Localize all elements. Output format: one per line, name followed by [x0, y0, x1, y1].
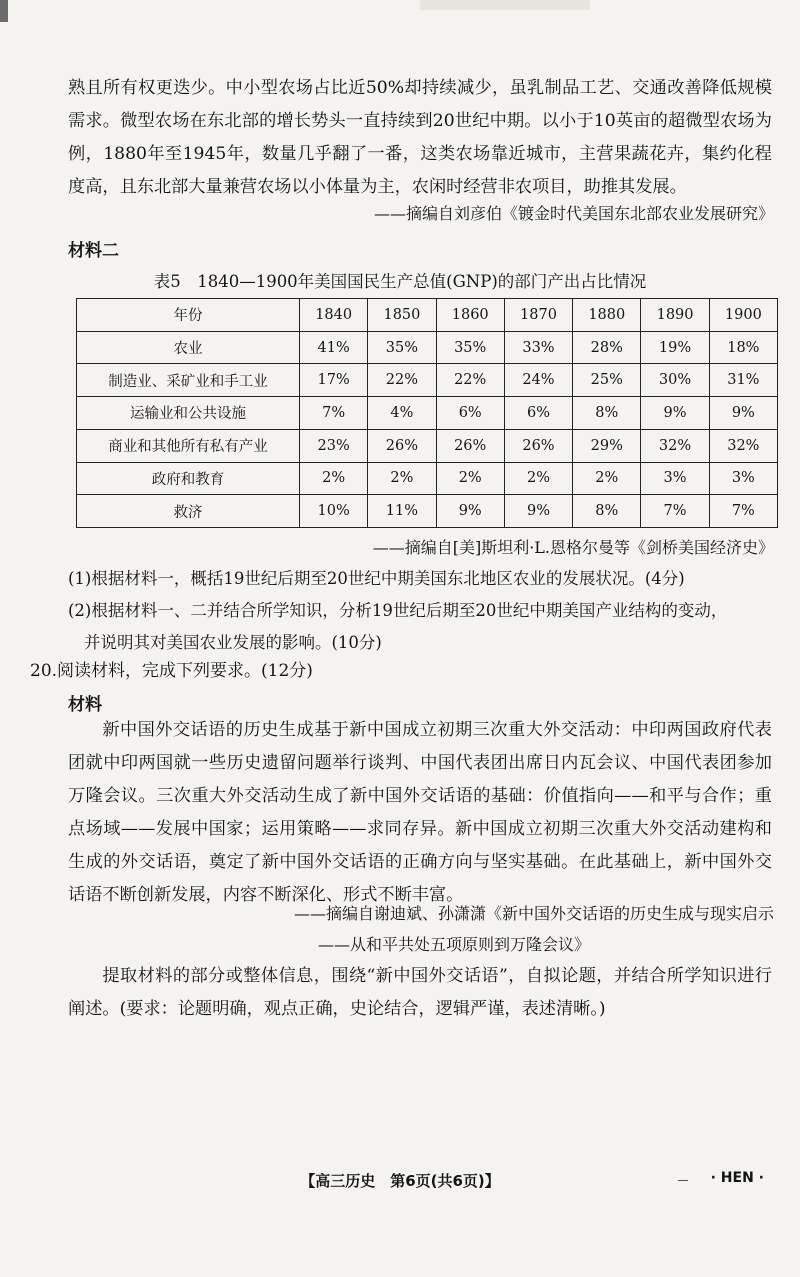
table-cell: 26%	[504, 429, 572, 462]
table-cell: 7%	[709, 495, 777, 528]
table-cell: 24%	[504, 364, 572, 397]
question-19-1: (1)根据材料一，概括19世纪后期至20世纪中期美国东北地区农业的发展状况。(4分)	[68, 569, 685, 588]
table-row	[77, 429, 778, 462]
year-cell: 1840	[300, 299, 368, 332]
year-cell: 1870	[504, 299, 572, 332]
table-cell: 22%	[436, 364, 504, 397]
table-row	[77, 462, 778, 495]
row-label: 运输业和公共设施	[77, 397, 300, 430]
year-cell: 1880	[573, 299, 641, 332]
table-cell: 10%	[300, 495, 368, 528]
table-cell: 23%	[300, 429, 368, 462]
question-20-material-paragraph: 新中国外交话语的历史生成基于新中国成立初期三次重大外交活动：中印两国政府代表团就中印两国就一些历史遗留问题举行谈判、中国代表团出席日内瓦会议、中国代表团参加万隆会议。三次重大外交活动生成了新中国外交话语的基础：价值指向——和平与合作；重点场域——发展中国家；运用策略——求同存异。新中国成立初期三次重大外交活动建构和生成的外交话语，奠定了新中国外交话语的正确方向与坚实基础。在此基础上，新中国外交话语不断创新发展，内容不断深化、形式不断丰富。	[68, 720, 772, 905]
table-cell: 32%	[709, 429, 777, 462]
table-cell: 26%	[436, 429, 504, 462]
table-cell: 29%	[573, 429, 641, 462]
material1-source: ——摘编自刘彦伯《镀金时代美国东北部农业发展研究》	[373, 204, 774, 223]
table-cell: 2%	[300, 462, 368, 495]
table-cell: 22%	[368, 364, 436, 397]
table-cell: 41%	[300, 331, 368, 364]
table-cell: 17%	[300, 364, 368, 397]
year-cell: 1860	[436, 299, 504, 332]
table-cell: 2%	[573, 462, 641, 495]
question-19-2-line2: 并说明其对美国农业发展的影响。(10分)	[84, 633, 382, 652]
table-cell: 9%	[709, 397, 777, 430]
table-cell: 30%	[641, 364, 709, 397]
table-cell: 31%	[709, 364, 777, 397]
row-label: 商业和其他所有私有产业	[77, 429, 300, 462]
footer-code: · HEN ·	[710, 1170, 764, 1186]
table-header-label: 年份	[77, 299, 300, 332]
table-cell: 32%	[641, 429, 709, 462]
table-header-row	[77, 299, 778, 332]
question-19-2-line1: (2)根据材料一、二并结合所学知识，分析19世纪后期至20世纪中期美国产业结构的变动，	[68, 601, 728, 620]
row-label: 农业	[77, 331, 300, 364]
table-cell: 33%	[504, 331, 572, 364]
question-20-title: 20.阅读材料，完成下列要求。(12分)	[30, 661, 313, 681]
table-cell: 26%	[368, 429, 436, 462]
question-20-source-line1: ——摘编自谢迪斌、孙潇潇《新中国外交话语的历史生成与现实启示	[293, 904, 774, 923]
table-cell: 9%	[436, 495, 504, 528]
table-cell: 11%	[368, 495, 436, 528]
table-row	[77, 364, 778, 397]
table-cell: 6%	[436, 397, 504, 430]
table-cell: 7%	[641, 495, 709, 528]
table-cell: 9%	[504, 495, 572, 528]
table-cell: 2%	[368, 462, 436, 495]
table-cell: 28%	[573, 331, 641, 364]
scan-smudge	[420, 0, 590, 10]
table-cell: 7%	[300, 397, 368, 430]
question-20-source-line2: ——从和平共处五项原则到万隆会议》	[317, 935, 590, 954]
table-cell: 18%	[709, 331, 777, 364]
material1-paragraph: 熟且所有权更迭少。中小型农场占比近50%却持续减少，虽乳制品工艺、交通改善降低规模需求。微型农场在东北部的增长势头一直持续到20世纪中期。以小于10英亩的超微型农场为例，1880年至1945年，数量几乎翻了一番，这类农场靠近城市，主营果蔬花卉，集约化程度高，且东北部大量兼营农场以小体量为主，农闲时经营非农项目，助推其发展。	[68, 78, 772, 197]
year-cell: 1850	[368, 299, 436, 332]
year-cell: 1900	[709, 299, 777, 332]
gnp-sector-table	[76, 298, 778, 528]
table-cell: 4%	[368, 397, 436, 430]
material2-heading: 材料二	[68, 241, 119, 261]
year-cell: 1890	[641, 299, 709, 332]
table-title: 表5 1840—1900年美国国民生产总值(GNP)的部门产出占比情况	[153, 272, 647, 291]
material2-source: ——摘编自[美]斯坦利·L.恩格尔曼等《剑桥美国经济史》	[372, 538, 774, 557]
table-row	[77, 495, 778, 528]
table-cell: 2%	[504, 462, 572, 495]
row-label: 政府和教育	[77, 462, 300, 495]
table-row	[77, 331, 778, 364]
table-row	[77, 397, 778, 430]
table-cell: 6%	[504, 397, 572, 430]
table-cell: 25%	[573, 364, 641, 397]
scan-corner-mark	[0, 0, 8, 22]
table-cell: 35%	[436, 331, 504, 364]
question-20-prompt: 提取材料的部分或整体信息，围绕“新中国外交话语”，自拟论题，并结合所学知识进行阐述。(要求：论题明确，观点正确，史论结合，逻辑严谨，表述清晰。)	[68, 966, 772, 1019]
table-cell: 2%	[436, 462, 504, 495]
page-footer: 【高三历史 第6页(共6页)】	[300, 1172, 500, 1190]
table-cell: 3%	[641, 462, 709, 495]
table-cell: 3%	[709, 462, 777, 495]
row-label: 救济	[77, 495, 300, 528]
row-label: 制造业、采矿业和手工业	[77, 364, 300, 397]
material-heading: 材料	[68, 695, 102, 715]
table-cell: 8%	[573, 397, 641, 430]
table-cell: 19%	[641, 331, 709, 364]
table-cell: 8%	[573, 495, 641, 528]
table-cell: 35%	[368, 331, 436, 364]
table-cell: 9%	[641, 397, 709, 430]
